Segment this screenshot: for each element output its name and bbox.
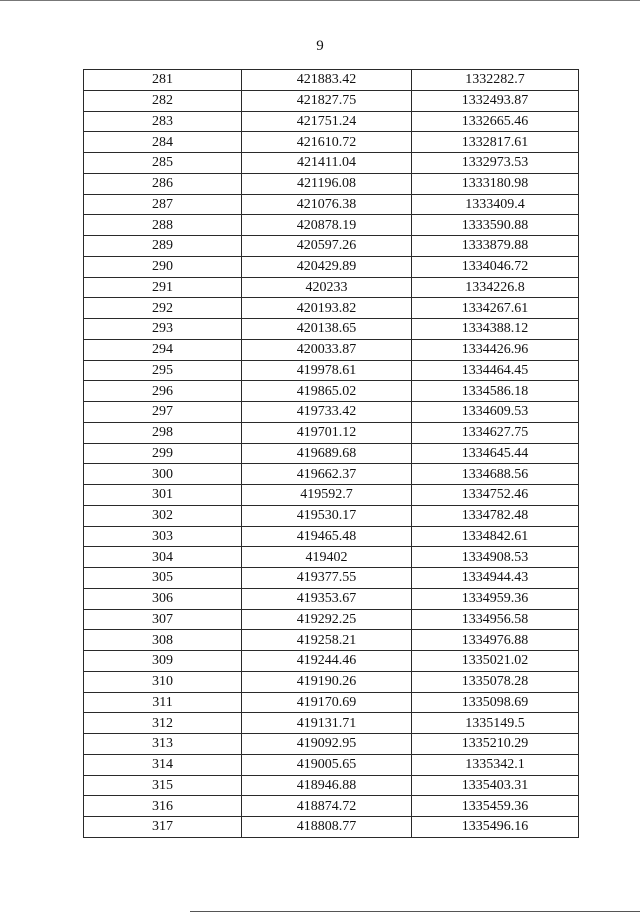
y-coordinate-cell: 1333879.88 [412,236,579,257]
y-coordinate-cell: 1334842.61 [412,526,579,547]
page-number: 9 [316,38,324,54]
point-number-cell: 286 [84,173,242,194]
x-coordinate-cell: 419530.17 [242,505,412,526]
point-number-cell: 308 [84,630,242,651]
coordinates-table-body [84,70,579,838]
table-row [84,153,579,174]
x-coordinate-cell: 419292.25 [242,609,412,630]
x-coordinate-cell: 418874.72 [242,796,412,817]
table-row [84,526,579,547]
x-coordinate-cell: 419865.02 [242,381,412,402]
table-row [84,464,579,485]
point-number-cell: 281 [84,70,242,91]
table-row [84,796,579,817]
y-coordinate-cell: 1334752.46 [412,485,579,506]
y-coordinate-cell: 1332282.7 [412,70,579,91]
y-coordinate-cell: 1334426.96 [412,339,579,360]
x-coordinate-cell: 421883.42 [242,70,412,91]
table-row [84,319,579,340]
point-number-cell: 289 [84,236,242,257]
point-number-cell: 313 [84,734,242,755]
x-coordinate-cell: 419131.71 [242,713,412,734]
table-row [84,132,579,153]
y-coordinate-cell: 1334609.53 [412,402,579,423]
table-row [84,339,579,360]
y-coordinate-cell: 1335149.5 [412,713,579,734]
x-coordinate-cell: 420233 [242,277,412,298]
y-coordinate-cell: 1335342.1 [412,754,579,775]
x-coordinate-cell: 419733.42 [242,402,412,423]
point-number-cell: 284 [84,132,242,153]
y-coordinate-cell: 1334959.36 [412,588,579,609]
point-number-cell: 303 [84,526,242,547]
y-coordinate-cell: 1333590.88 [412,215,579,236]
y-coordinate-cell: 1334782.48 [412,505,579,526]
table-row [84,256,579,277]
y-coordinate-cell: 1332817.61 [412,132,579,153]
y-coordinate-cell: 1335496.16 [412,817,579,838]
table-row [84,381,579,402]
table-row [84,547,579,568]
point-number-cell: 301 [84,485,242,506]
x-coordinate-cell: 421411.04 [242,153,412,174]
x-coordinate-cell: 419190.26 [242,671,412,692]
point-number-cell: 300 [84,464,242,485]
x-coordinate-cell: 419092.95 [242,734,412,755]
y-coordinate-cell: 1335021.02 [412,651,579,672]
point-number-cell: 282 [84,90,242,111]
point-number-cell: 290 [84,256,242,277]
table-row [84,651,579,672]
x-coordinate-cell: 419258.21 [242,630,412,651]
point-number-cell: 307 [84,609,242,630]
x-coordinate-cell: 419689.68 [242,443,412,464]
table-row [84,713,579,734]
point-number-cell: 309 [84,651,242,672]
x-coordinate-cell: 419353.67 [242,588,412,609]
y-coordinate-cell: 1334956.58 [412,609,579,630]
point-number-cell: 316 [84,796,242,817]
table-row [84,70,579,91]
point-number-cell: 312 [84,713,242,734]
y-coordinate-cell: 1332493.87 [412,90,579,111]
point-number-cell: 298 [84,422,242,443]
table-row [84,90,579,111]
x-coordinate-cell: 419170.69 [242,692,412,713]
point-number-cell: 293 [84,319,242,340]
point-number-cell: 291 [84,277,242,298]
y-coordinate-cell: 1334908.53 [412,547,579,568]
table-row [84,588,579,609]
table-row [84,609,579,630]
point-number-cell: 299 [84,443,242,464]
point-number-cell: 317 [84,817,242,838]
y-coordinate-cell: 1335403.31 [412,775,579,796]
x-coordinate-cell: 421196.08 [242,173,412,194]
y-coordinate-cell: 1335098.69 [412,692,579,713]
x-coordinate-cell: 419662.37 [242,464,412,485]
x-coordinate-cell: 419978.61 [242,360,412,381]
table-row [84,236,579,257]
point-number-cell: 306 [84,588,242,609]
point-number-cell: 311 [84,692,242,713]
x-coordinate-cell: 419244.46 [242,651,412,672]
point-number-cell: 294 [84,339,242,360]
x-coordinate-cell: 421076.38 [242,194,412,215]
x-coordinate-cell: 419005.65 [242,754,412,775]
bottom-edge-line [190,911,640,912]
y-coordinate-cell: 1334046.72 [412,256,579,277]
table-row [84,443,579,464]
x-coordinate-cell: 420878.19 [242,215,412,236]
point-number-cell: 297 [84,402,242,423]
table-row [84,568,579,589]
x-coordinate-cell: 421827.75 [242,90,412,111]
point-number-cell: 314 [84,754,242,775]
coordinates-table [83,69,579,838]
y-coordinate-cell: 1335210.29 [412,734,579,755]
y-coordinate-cell: 1333409.4 [412,194,579,215]
table-row [84,194,579,215]
point-number-cell: 292 [84,298,242,319]
x-coordinate-cell: 419465.48 [242,526,412,547]
table-row [84,671,579,692]
x-coordinate-cell: 420193.82 [242,298,412,319]
x-coordinate-cell: 420597.26 [242,236,412,257]
x-coordinate-cell: 418808.77 [242,817,412,838]
table-row [84,215,579,236]
table-row [84,505,579,526]
x-coordinate-cell: 420429.89 [242,256,412,277]
y-coordinate-cell: 1332665.46 [412,111,579,132]
y-coordinate-cell: 1334976.88 [412,630,579,651]
y-coordinate-cell: 1334688.56 [412,464,579,485]
x-coordinate-cell: 418946.88 [242,775,412,796]
y-coordinate-cell: 1333180.98 [412,173,579,194]
y-coordinate-cell: 1334627.75 [412,422,579,443]
point-number-cell: 287 [84,194,242,215]
table-row [84,111,579,132]
y-coordinate-cell: 1332973.53 [412,153,579,174]
point-number-cell: 310 [84,671,242,692]
table-row [84,298,579,319]
table-row [84,173,579,194]
point-number-cell: 283 [84,111,242,132]
y-coordinate-cell: 1334586.18 [412,381,579,402]
y-coordinate-cell: 1334464.45 [412,360,579,381]
y-coordinate-cell: 1334645.44 [412,443,579,464]
table-row [84,422,579,443]
x-coordinate-cell: 420138.65 [242,319,412,340]
point-number-cell: 315 [84,775,242,796]
table-row [84,485,579,506]
table-row [84,754,579,775]
table-row [84,692,579,713]
table-row [84,775,579,796]
table-row [84,360,579,381]
table-row [84,630,579,651]
x-coordinate-cell: 421610.72 [242,132,412,153]
x-coordinate-cell: 421751.24 [242,111,412,132]
table-row [84,277,579,298]
x-coordinate-cell: 420033.87 [242,339,412,360]
x-coordinate-cell: 419377.55 [242,568,412,589]
point-number-cell: 285 [84,153,242,174]
x-coordinate-cell: 419701.12 [242,422,412,443]
point-number-cell: 296 [84,381,242,402]
x-coordinate-cell: 419402 [242,547,412,568]
point-number-cell: 305 [84,568,242,589]
point-number-cell: 304 [84,547,242,568]
table-row [84,817,579,838]
table-row [84,734,579,755]
y-coordinate-cell: 1334944.43 [412,568,579,589]
table-row [84,402,579,423]
point-number-cell: 295 [84,360,242,381]
top-edge-line [0,0,640,1]
point-number-cell: 302 [84,505,242,526]
y-coordinate-cell: 1334226.8 [412,277,579,298]
x-coordinate-cell: 419592.7 [242,485,412,506]
y-coordinate-cell: 1335078.28 [412,671,579,692]
point-number-cell: 288 [84,215,242,236]
y-coordinate-cell: 1334388.12 [412,319,579,340]
y-coordinate-cell: 1335459.36 [412,796,579,817]
y-coordinate-cell: 1334267.61 [412,298,579,319]
